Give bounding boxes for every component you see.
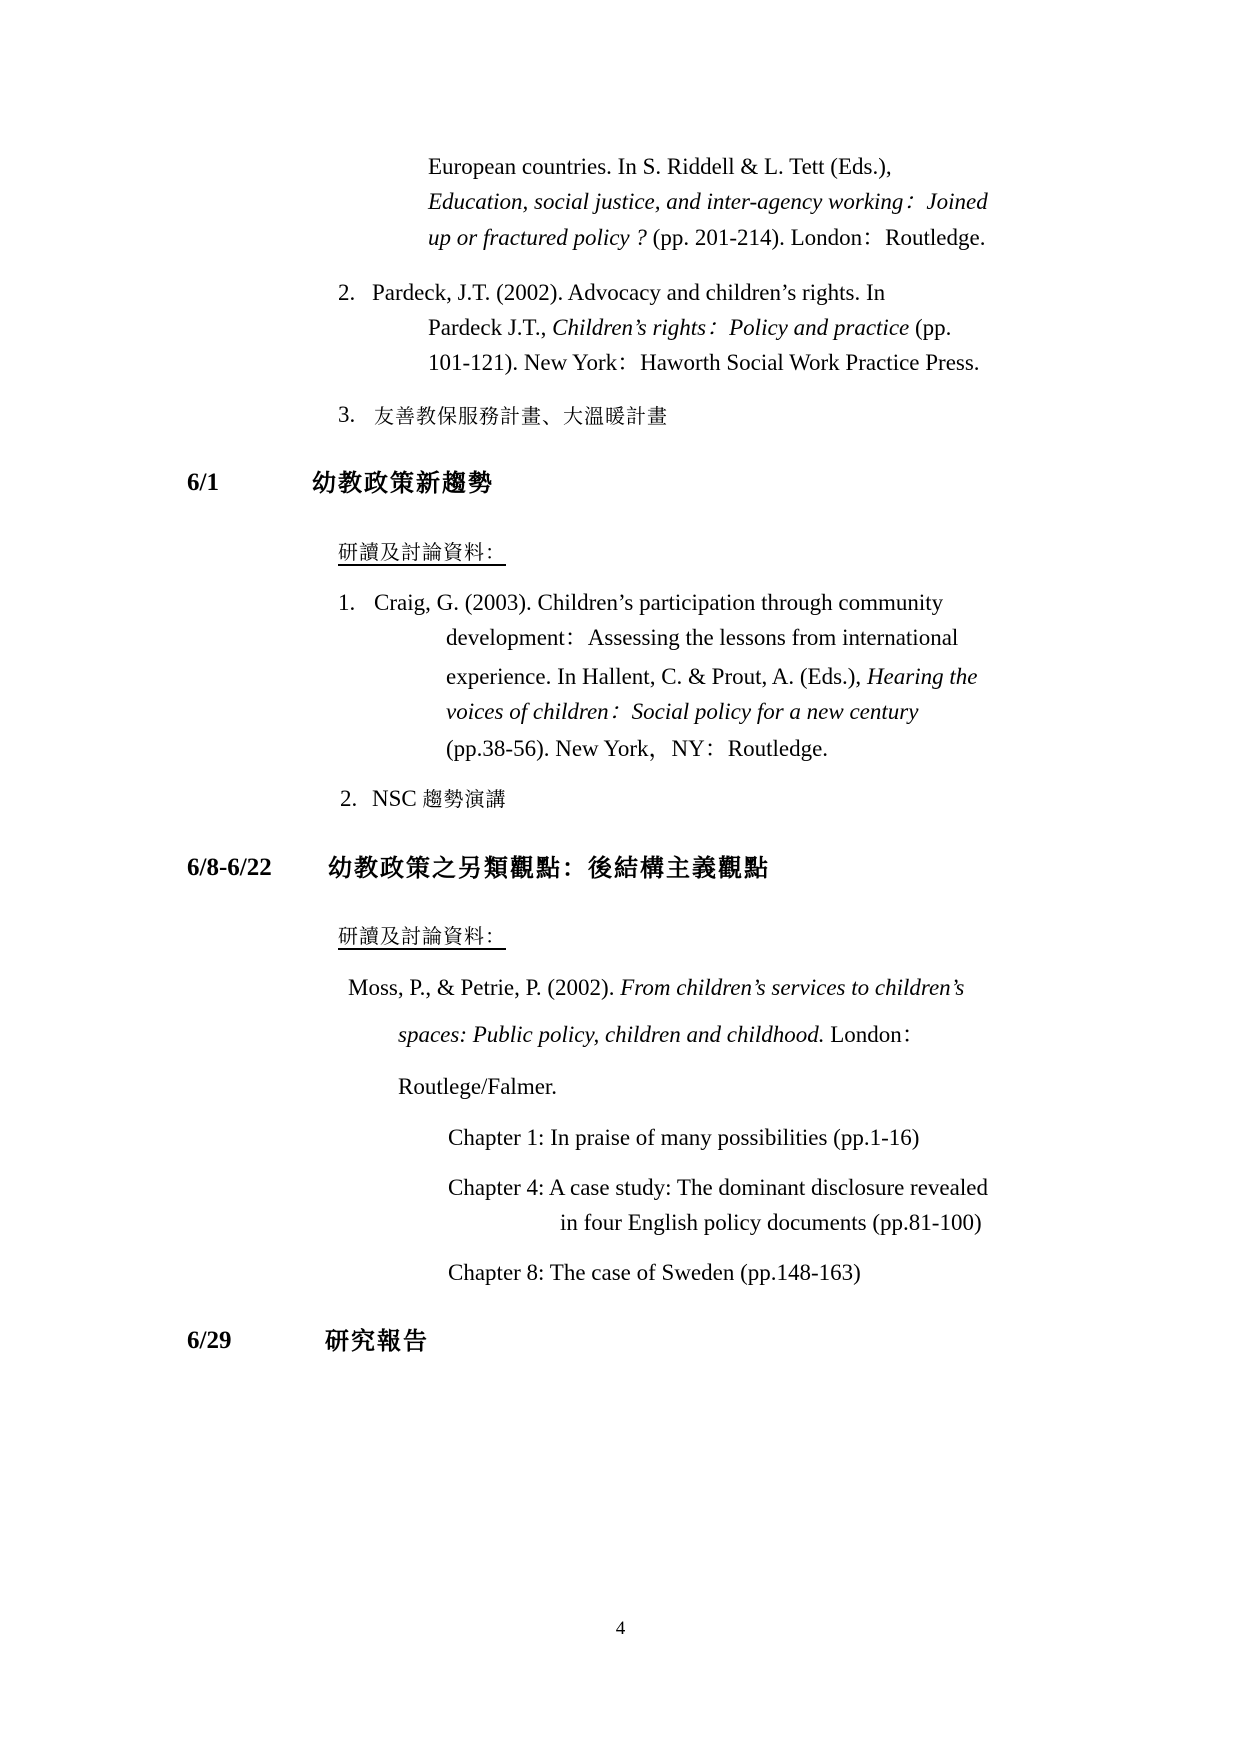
s2-ref-line2 — [398, 1020, 925, 1050]
s1-ref1-line5: (pp.38-56). New York，NY：Routledge. — [446, 736, 829, 761]
ref-continued-line1: European countries. In S. Riddell & L. Tett (Eds.), — [428, 154, 892, 179]
s1-ref1-line1: Craig, G. (2003). Children’s participation through community — [374, 590, 944, 615]
ref3-text: 友善教保服務計畫、大溫暖計畫 — [374, 404, 668, 428]
section2-subheading: 研讀及討論資料： — [338, 924, 506, 948]
section2-date: 6/8-6/22 — [187, 854, 272, 881]
s2-ref-title-start: From children’s services to children’s — [620, 975, 965, 1000]
s1-ref2-nsc: NSC — [372, 786, 423, 811]
ref2-line2 — [428, 313, 951, 343]
s2-ref-title: spaces: Public policy, children and childhood. — [398, 1022, 825, 1047]
section3-title: 研究報告 — [325, 1327, 429, 1355]
s1-ref1-title: voices of children：Social policy for a new century — [446, 699, 919, 724]
ref2-line1: Pardeck, J.T. (2002). Advocacy and children’s rights. In — [372, 280, 886, 305]
ref-continued-pages: (pp. 201-214). London：Routledge. — [646, 225, 986, 250]
section1-date: 6/1 — [187, 469, 219, 496]
section2-title: 幼教政策之另類觀點：後結構主義觀點 — [328, 854, 770, 882]
s1-ref2-text — [372, 784, 507, 814]
s1-ref1-line4 — [446, 697, 918, 727]
ref-continued-title-end: up or fractured policy ? — [428, 225, 647, 250]
ref3-number: 3. — [338, 402, 356, 427]
s1-ref1-line2: development：Assessing the lessons from international — [446, 625, 959, 650]
ref2-number: 2. — [338, 280, 356, 305]
s2-ref-city: London： — [824, 1022, 925, 1047]
chapter-8: Chapter 8: The case of Sweden (pp.148-163) — [448, 1260, 861, 1285]
chapter-4-continued: in four English policy documents (pp.81-100) — [560, 1210, 982, 1235]
s1-ref1-title-start: Hearing the — [866, 664, 978, 689]
section1-title: 幼教政策新趨勢 — [312, 469, 494, 497]
ref-continued-title: Education, social justice, and inter-agency working：Joined — [428, 189, 988, 214]
s2-ref-line3: Routlege/Falmer. — [398, 1074, 558, 1099]
ref-continued-line3 — [428, 223, 985, 253]
s1-ref1-number: 1. — [338, 590, 356, 615]
ref2-author: Pardeck J.T., — [428, 315, 553, 340]
chapter-1: Chapter 1: In praise of many possibilities (pp.1-16) — [448, 1125, 920, 1150]
ref-continued-line2 — [428, 187, 988, 217]
s2-ref-authors: Moss, P., & Petrie, P. (2002). — [348, 975, 621, 1000]
ref2-title: Children’s rights：Policy and practice — [552, 315, 910, 340]
ref2-line3: 101-121). New York：Haworth Social Work Practice Press. — [428, 350, 980, 375]
chapter-4: Chapter 4: A case study: The dominant disclosure revealed — [448, 1175, 988, 1200]
s1-ref1-editors: experience. In Hallent, C. & Prout, A. (Eds.), — [446, 664, 867, 689]
section3-date: 6/29 — [187, 1327, 232, 1354]
section1-subheading: 研讀及討論資料： — [338, 540, 506, 564]
page-number: 4 — [615, 1618, 626, 1639]
s2-ref-line1 — [348, 973, 964, 1003]
s1-ref2-cjk: 趨勢演講 — [422, 787, 507, 811]
s1-ref2-number: 2. — [340, 786, 358, 811]
s1-ref1-line3 — [446, 662, 977, 692]
ref2-pages-start: (pp. — [909, 315, 952, 340]
